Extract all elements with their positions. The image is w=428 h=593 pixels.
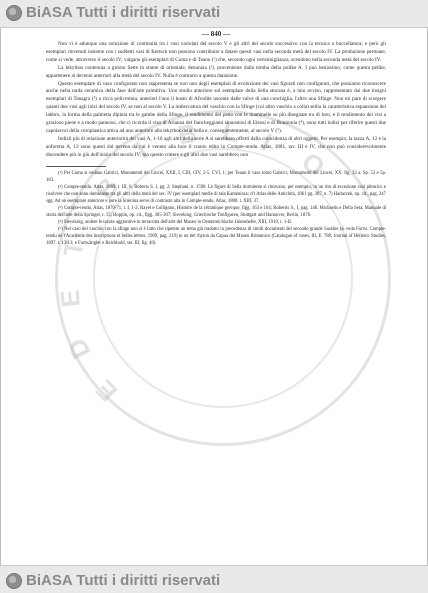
footnote: (³) Compte-rendu, Atlas, 1870-71, t. I, 1-2. Rayet e Collignon, Histoire de la céramique grecque, figg. 163 e 164; Robertis S., I, pag. 148. Michaelis e Della Seta, Manuale di storia dell'arte della Springer, t. 15; Hoppin, op. cit., figg. 305-307; Sieveking, Griechische Tonfiguren, Stuttgart und Hannover, Berlin, 1878. (46, 205, 386, 218)
document-page (46, 27, 386, 566)
page-number: — 840 — (202, 30, 230, 38)
watermark-bottom-text: BiASA Tutti i diritti riservati (26, 572, 221, 589)
watermark-top (6, 4, 220, 21)
body-paragraph: La lekythos contenuta a giorno Sette in stante di orientale, denunzia (²), proveniente dalla tomba della polike A. I può benissimo, come questa pelike, appartenere ai decenni anteriori alla metà del secolo IV. Nulla è contrario a questa datazione. (46, 64, 386, 79)
body-paragraph: Indizii più di relazione anteriorità dei vasi A, 1-16 agli altri della serie A si sarebbero offerti dalla coincidenza di altri oggetti. Per esempio, la tazza A, 12 e la anforetta A, 13 sono questi dal terreno da cui è venuto alla luce il cranio edito in Compte-rendu. Atlas, 1881, tav. III e IV, che non può considerevolmente discendere più in giù dell'inizio del secolo IV; ma questo cratere e gli altri due vasi sarebbero non (46, 135, 386, 158)
watermark-header (0, 0, 428, 28)
footnote: (¹) Per Cuma si vedano Gabrici, Monumenti dei Lincei, XXII, I, CIII, CIV, 2-5. CVI, 1; per Teano il vaso tomo Gabrici, Monumenti dei Lincei, XX. fig. 33 a. Sp. 53 e 5p. 183. (46, 170, 386, 183)
footnote-divider (46, 166, 106, 167)
watermark-footer (0, 565, 428, 593)
footnotes (46, 170, 386, 247)
watermark-top-text: BiASA Tutti i diritti riservati (26, 4, 221, 21)
watermark-bottom (6, 572, 220, 589)
body-paragraph: Non vi è adunque una soluzione di continuità tra i vasi variolati del secolo V e gli altri del secolo successivo con la tecnica a buccellatura; e però gli esemplari rinvenuti insieme con i suddetti vasi di Kertsch non possono contribuire a datare questi vasi nella seconda metà del secolo IV. La produzione permane, come si vede, attraverso il secolo IV; valgano gli esemplari di Cuma e di Teano (¹) che, secondo ogni verisimiglianza, scendono nella seconda metà del secolo IV. (46, 41, 386, 63)
biasa-logo-icon (6, 573, 22, 589)
biasa-logo-icon (6, 5, 22, 21)
body-paragraph: Questo esemplare di vaso configurato non rappresenta se non uno degli esemplari di evoluzione dei vasi figurati non configurati, che possiamo riconoscere anche nella tarda ceramica della fase dell'arte primitiva. Uno studio anteriore sul esemplare della Sella stucana è, a mio avviso, rappresentato dai due insigni esemplari di Tanagra (³) a ricca policromia, anteriori l'uno il busto di Afrodite uscente dalle valve di una conchiglia, l'altro una Sfinge. Non mi pare di scorgere quanti due vasi agli inizi del secolo IV, se non al secolo V. La imbeccatura del vaschio con la Sfinge (coi altro vaschio a colla) serba la caratteristica espansione del labbro, la forma della palmetta dipinta tra le gambe della Sfinge, il rendimento del petto con le mammelle su più disegnate tra di loro, e il rendimento dei visi a grazioso piene e a modo pannoso, che ci ricorda il viso di Arianna del fiancheggianti sinuosioni di Eleusi e di Brauronia (⁴), sono tutti indizi per riferire questi due capolavori della coroplastica attica ad uno anteriore alla lekythos della Sella e, conseguentemente, al secolo V (⁵). (46, 80, 386, 134)
footnote: (²) Compte-rendu. Atlas, 1869. t. III, 6; Roberts S. I, pg. 2; Stephani, n. 1590. Le figure di Sella dormiente si ritrovano, per esempio, in un rito di eccezione così pittorico e risolvere che non sono dominante tra gli altri della metà del sec. IV (per esemplari medie di tala Kamenisza; cfr Atlas delle Antichità, 1861 pg. 387, n. 7) Hadaczek, op. cit., pag. 247 sgg. Ad un esemplare anteriore e pure la Sirenina serve di contrasto alta in Compte-rendu, Atlas, 1880. t. XIII, 37. (46, 184, 386, 204)
footnote: (⁵) Nel caso del vaschio con la sfinge non sì è fatto che ripetere un tema già tradotto in precedenza di simili documenti del secondo grande Susides (si veda Furtw. Compte-rendu de l'Académie des inscriptions et belles lettres, 1909, pag. 219) in un bel rhyton da Capua del Museo Britannico (Catalogue of vases, III, E. 788; Journal of Hellenic Studies, 1897, t. 13-13; e Furtwängler e Reichhold, ser. III, fig. 40). (46, 226, 386, 246)
footnote: (⁴) Sieveking, andere le tavole aggiuntive in terracotta dell'arte del Museo in Oesterreichische Jahreshefte, XIII, 1910, t. 1-II. (58, 219, 293, 225)
library-seal-watermark: B I B L I O T E D E (55, 110, 391, 446)
